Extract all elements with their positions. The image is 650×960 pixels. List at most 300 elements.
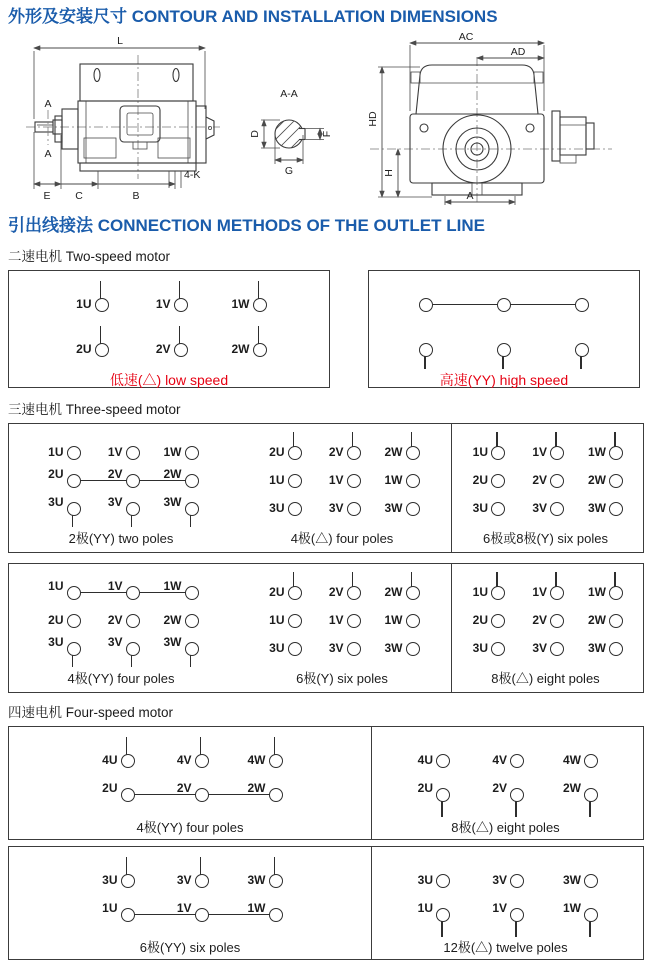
terminal xyxy=(324,613,361,628)
terminal-circle-icon xyxy=(288,474,302,488)
group-caption: 低速(△) low speed xyxy=(109,372,229,388)
dim-label-L: L xyxy=(117,35,123,47)
terminal-circle-icon xyxy=(121,788,135,802)
terminal xyxy=(575,342,589,357)
motor-end-view xyxy=(367,31,612,205)
terminal xyxy=(468,613,505,628)
three-speed-box2-col3 xyxy=(451,564,639,692)
terminal-circle-icon xyxy=(491,474,505,488)
four-speed-box1-col1 xyxy=(9,727,371,839)
terminal xyxy=(162,467,199,488)
terminal xyxy=(487,901,524,922)
terminal-label: 2W xyxy=(563,781,581,795)
terminal-circle-icon xyxy=(269,908,283,922)
high-speed-box xyxy=(368,270,640,388)
terminal-circle-icon xyxy=(126,446,140,460)
terminal xyxy=(527,445,564,460)
terminal-label: 2W xyxy=(247,781,266,795)
terminal-row xyxy=(413,753,598,768)
terminal-label: 3W xyxy=(163,635,182,649)
terminal-label: 1U xyxy=(48,579,64,593)
three-speed-box1-col3 xyxy=(451,424,639,552)
terminal xyxy=(44,579,81,600)
terminal-label: 2W xyxy=(163,467,182,481)
terminal-label: 3U xyxy=(48,495,64,509)
dim-label-AD: AD xyxy=(510,46,526,58)
terminal-label: 1U xyxy=(472,445,488,459)
terminal xyxy=(72,342,109,357)
terminal xyxy=(383,641,420,656)
terminal-label: 3W xyxy=(247,873,266,887)
terminal xyxy=(561,873,598,888)
terminal-circle-icon xyxy=(121,908,135,922)
terminal-label: 3W xyxy=(588,501,606,515)
terminal-label: 1V xyxy=(107,579,123,593)
terminal-circle-icon xyxy=(288,446,302,460)
terminal xyxy=(44,635,81,656)
terminal-label: 1V xyxy=(176,901,192,915)
terminal xyxy=(527,613,564,628)
terminal-circle-icon xyxy=(126,474,140,488)
terminal xyxy=(151,342,188,357)
section-title-four-speed: 四速电机 Four-speed motor xyxy=(8,705,174,720)
terminal-label: 2W xyxy=(163,613,182,627)
dim-label-D: D xyxy=(249,130,261,138)
terminal-label: 1W xyxy=(588,585,606,599)
terminal-circle-icon xyxy=(406,474,420,488)
terminal-circle-icon xyxy=(174,298,188,312)
terminal-circle-icon xyxy=(609,614,623,628)
terminal-circle-icon xyxy=(406,642,420,656)
terminal xyxy=(265,585,302,600)
terminal-circle-icon xyxy=(609,642,623,656)
terminal-circle-icon xyxy=(288,502,302,516)
terminal xyxy=(419,297,433,312)
terminal-circle-icon xyxy=(126,642,140,656)
terminal-circle-icon xyxy=(269,874,283,888)
terminal-label: 1U xyxy=(472,585,488,599)
terminal xyxy=(162,445,199,460)
terminal-circle-icon xyxy=(436,874,450,888)
terminal-circle-icon xyxy=(288,586,302,600)
terminal-label: 1U xyxy=(269,473,285,487)
terminal-circle-icon xyxy=(497,298,511,312)
terminal-circle-icon xyxy=(550,474,564,488)
terminal xyxy=(103,635,140,656)
terminal-circle-icon xyxy=(609,474,623,488)
dim-label-AC: AC xyxy=(458,31,474,43)
terminal xyxy=(383,473,420,488)
terminal-row xyxy=(468,641,623,656)
terminal-row xyxy=(44,579,199,600)
terminal-label: 2V xyxy=(155,342,171,356)
terminal-circle-icon xyxy=(126,586,140,600)
group-caption: 4极(YY) four poles xyxy=(67,671,175,686)
terminal-label: 2U xyxy=(472,613,488,627)
terminal xyxy=(103,445,140,460)
terminal-circle-icon xyxy=(584,788,598,802)
dim-label-H: H xyxy=(383,169,395,177)
terminal-circle-icon xyxy=(195,874,209,888)
terminal-label: 2U xyxy=(269,445,285,459)
terminal xyxy=(324,501,361,516)
terminal xyxy=(383,585,420,600)
terminal xyxy=(586,641,623,656)
terminal xyxy=(44,467,81,488)
terminal-row xyxy=(98,873,283,888)
terminal xyxy=(98,753,135,768)
terminal-row xyxy=(265,585,420,600)
terminal-label: 1U xyxy=(102,901,118,915)
section-mark-a-top: A xyxy=(44,98,52,110)
terminal xyxy=(527,585,564,600)
terminal-circle-icon xyxy=(253,343,267,357)
terminal xyxy=(324,641,361,656)
dim-label-HD: HD xyxy=(367,111,379,127)
terminal-circle-icon xyxy=(126,614,140,628)
terminal-row xyxy=(72,297,267,312)
terminal xyxy=(265,445,302,460)
terminal xyxy=(162,579,199,600)
terminal-circle-icon xyxy=(491,586,505,600)
group-4p-four-poles xyxy=(98,727,283,839)
terminal xyxy=(497,297,511,312)
terminal-circle-icon xyxy=(575,343,589,357)
terminal-label: 3V xyxy=(107,635,123,649)
terminal-label: 1W xyxy=(247,901,266,915)
terminal-label: 2W xyxy=(384,445,403,459)
terminal xyxy=(172,753,209,768)
terminal-label: 2V xyxy=(328,445,344,459)
terminal xyxy=(561,781,598,802)
group-caption: 6极(Y) six poles xyxy=(296,671,388,686)
four-speed-box-2 xyxy=(8,846,644,960)
terminal-label: 3V xyxy=(492,873,507,887)
terminal xyxy=(103,613,140,628)
group-two-poles xyxy=(44,424,199,552)
terminal-circle-icon xyxy=(550,446,564,460)
terminal xyxy=(413,781,450,802)
terminal-row xyxy=(468,501,623,516)
dim-label-G: G xyxy=(284,165,294,177)
terminal xyxy=(468,585,505,600)
terminal-label: 3V xyxy=(532,501,547,515)
terminal xyxy=(383,445,420,460)
terminal-circle-icon xyxy=(491,614,505,628)
terminal-label: 1W xyxy=(163,579,182,593)
terminal-row xyxy=(98,901,283,922)
terminal-row xyxy=(265,501,420,516)
terminal-label: 3V xyxy=(328,501,344,515)
terminal-circle-icon xyxy=(406,614,420,628)
terminal-label: 3V xyxy=(532,641,547,655)
group-caption: 6极(YY) six poles xyxy=(139,940,241,955)
terminal xyxy=(487,753,524,768)
dim-label-C: C xyxy=(75,190,83,202)
terminal-circle-icon xyxy=(550,586,564,600)
terminal xyxy=(265,613,302,628)
terminal xyxy=(468,641,505,656)
terminal-circle-icon xyxy=(584,874,598,888)
section-mark-a-bottom: A xyxy=(44,148,52,160)
terminal-label: 3W xyxy=(563,873,581,887)
three-speed-box-1 xyxy=(8,423,644,553)
terminal-circle-icon xyxy=(185,474,199,488)
group-caption: 高速(YY) high speed xyxy=(439,372,569,388)
terminal-label: 4W xyxy=(563,753,581,767)
four-speed-box1-col2 xyxy=(371,727,639,839)
group-caption: 12极(△) twelve poles xyxy=(443,940,568,955)
section-title-three-speed: 三速电机 Three-speed motor xyxy=(8,402,181,417)
terminal xyxy=(44,445,81,460)
terminal-label: 1V xyxy=(532,585,547,599)
terminal-circle-icon xyxy=(510,754,524,768)
terminal xyxy=(586,445,623,460)
terminal xyxy=(265,501,302,516)
group-6p-six-poles xyxy=(98,847,283,959)
group-six-poles-y xyxy=(468,424,623,552)
terminal-row xyxy=(265,445,420,460)
four-speed-box2-col2 xyxy=(371,847,639,959)
terminal-row xyxy=(98,753,283,768)
terminal-circle-icon xyxy=(95,298,109,312)
terminal xyxy=(44,495,81,516)
terminal-circle-icon xyxy=(185,642,199,656)
terminal-label: 1W xyxy=(563,901,581,915)
terminal-circle-icon xyxy=(584,908,598,922)
terminal xyxy=(487,873,524,888)
terminal-label: 2U xyxy=(472,473,488,487)
terminal-label: 2V xyxy=(492,781,507,795)
terminal-circle-icon xyxy=(347,474,361,488)
terminal xyxy=(527,641,564,656)
terminal-circle-icon xyxy=(609,502,623,516)
two-speed-section xyxy=(8,270,642,388)
terminal-circle-icon xyxy=(121,754,135,768)
terminal xyxy=(230,342,267,357)
terminal xyxy=(527,501,564,516)
terminal xyxy=(246,781,283,802)
three-speed-box2-col2 xyxy=(233,564,451,692)
three-speed-box1-col1 xyxy=(9,424,233,552)
terminal-circle-icon xyxy=(406,586,420,600)
terminal-label: 1V xyxy=(328,473,344,487)
terminal-label: 2U xyxy=(48,613,64,627)
dim-label-E: E xyxy=(43,190,51,202)
terminal-label: 3U xyxy=(417,873,433,887)
three-speed-box1-col2 xyxy=(233,424,451,552)
terminal-circle-icon xyxy=(550,614,564,628)
group-caption: 6极或8极(Y) six poles xyxy=(483,531,608,546)
terminal xyxy=(162,495,199,516)
terminal-circle-icon xyxy=(67,446,81,460)
terminal-circle-icon xyxy=(347,614,361,628)
terminal xyxy=(162,613,199,628)
terminal-circle-icon xyxy=(406,446,420,460)
terminal xyxy=(151,297,188,312)
terminal xyxy=(527,473,564,488)
terminal xyxy=(44,613,81,628)
terminal-label: 2V xyxy=(532,473,547,487)
terminal xyxy=(230,297,267,312)
terminal-circle-icon xyxy=(67,614,81,628)
terminal-row xyxy=(468,613,623,628)
terminal-circle-icon xyxy=(575,298,589,312)
four-speed-box-1 xyxy=(8,726,644,840)
terminal-row xyxy=(419,297,589,312)
terminal xyxy=(575,297,589,312)
terminal-circle-icon xyxy=(67,474,81,488)
terminal-circle-icon xyxy=(436,754,450,768)
terminal-circle-icon xyxy=(185,502,199,516)
group-six-poles xyxy=(265,564,420,692)
group-caption: 8极(△) eight poles xyxy=(491,671,600,686)
terminal xyxy=(162,635,199,656)
terminal xyxy=(468,473,505,488)
terminal-circle-icon xyxy=(195,788,209,802)
terminal xyxy=(98,873,135,888)
terminal-label: 3U xyxy=(269,641,285,655)
terminal-label: 2V xyxy=(107,613,123,627)
terminal-label: 2V xyxy=(176,781,192,795)
section-title-AA: A-A xyxy=(280,88,298,100)
group-eight-poles xyxy=(468,564,623,692)
terminal-label: 1W xyxy=(163,445,182,459)
terminal-circle-icon xyxy=(269,788,283,802)
terminal-circle-icon xyxy=(288,642,302,656)
shaft-section-view xyxy=(249,88,333,177)
terminal xyxy=(103,467,140,488)
terminal-circle-icon xyxy=(510,908,524,922)
terminal xyxy=(487,781,524,802)
terminal-label: 1W xyxy=(384,613,403,627)
terminal-circle-icon xyxy=(584,754,598,768)
dim-label-B: B xyxy=(132,190,140,202)
terminal xyxy=(383,613,420,628)
terminal-label: 4V xyxy=(176,753,192,767)
terminal-label: 4U xyxy=(102,753,118,767)
terminal-label: 3U xyxy=(472,501,488,515)
terminal-circle-icon xyxy=(67,586,81,600)
terminal-label: 1V xyxy=(107,445,123,459)
terminal xyxy=(98,781,135,802)
group-12p-twelve-poles xyxy=(413,847,598,959)
terminal xyxy=(586,473,623,488)
terminal-row xyxy=(419,342,589,357)
terminal-label: 2U xyxy=(269,585,285,599)
terminal-circle-icon xyxy=(95,343,109,357)
group-caption: 8极(△) eight poles xyxy=(451,820,560,835)
terminal xyxy=(103,495,140,516)
terminal-circle-icon xyxy=(491,502,505,516)
section-title-two-speed: 二速电机 Two-speed motor xyxy=(8,249,171,264)
three-speed-box-2 xyxy=(8,563,644,693)
terminal xyxy=(413,901,450,922)
terminal-circle-icon xyxy=(550,642,564,656)
terminal-circle-icon xyxy=(269,754,283,768)
terminal-label: 2W xyxy=(588,613,606,627)
terminal xyxy=(586,501,623,516)
terminal-label: 3V xyxy=(176,873,192,887)
terminal xyxy=(586,585,623,600)
terminal xyxy=(413,873,450,888)
terminal-label: 3U xyxy=(48,635,64,649)
terminal-circle-icon xyxy=(510,874,524,888)
terminal-label: 2U xyxy=(76,342,92,356)
terminal-circle-icon xyxy=(510,788,524,802)
terminal xyxy=(561,753,598,768)
terminal-label: 3W xyxy=(384,501,403,515)
terminal-row xyxy=(44,467,199,488)
terminal-label: 1V xyxy=(532,445,547,459)
terminal xyxy=(419,342,433,357)
high-speed-group xyxy=(369,271,639,390)
terminal xyxy=(103,579,140,600)
terminal xyxy=(468,501,505,516)
terminal-circle-icon xyxy=(491,446,505,460)
terminal-label: 2V xyxy=(532,613,547,627)
terminal-circle-icon xyxy=(195,754,209,768)
terminal-circle-icon xyxy=(347,446,361,460)
terminal-label: 2W xyxy=(588,473,606,487)
terminal-label: 4V xyxy=(492,753,507,767)
dimension-drawings-figure xyxy=(8,31,642,207)
terminal-label: 1W xyxy=(384,473,403,487)
terminal-label: 1U xyxy=(48,445,64,459)
terminal-row xyxy=(265,641,420,656)
terminal xyxy=(586,613,623,628)
group-caption: 4极(△) four poles xyxy=(290,531,394,546)
terminal xyxy=(172,873,209,888)
terminal-label: 2U xyxy=(48,467,64,481)
low-speed-group xyxy=(9,271,329,390)
dim-label-4K: 4-K xyxy=(184,169,201,181)
terminal-label: 1W xyxy=(588,445,606,459)
terminal-row xyxy=(265,613,420,628)
terminal-circle-icon xyxy=(419,298,433,312)
terminal xyxy=(72,297,109,312)
terminal-circle-icon xyxy=(253,298,267,312)
terminal-circle-icon xyxy=(121,874,135,888)
terminal-label: 2V xyxy=(107,467,123,481)
terminal xyxy=(413,753,450,768)
motor-side-view xyxy=(26,35,220,202)
terminal xyxy=(324,585,361,600)
terminal xyxy=(561,901,598,922)
terminal-row xyxy=(413,873,598,888)
terminal-row xyxy=(468,445,623,460)
terminal-circle-icon xyxy=(185,614,199,628)
group-four-poles-yy xyxy=(44,564,199,692)
page-title-dimensions: 外形及安装尺寸 CONTOUR AND INSTALLATION DIMENSIONS xyxy=(8,7,498,26)
terminal-label: 2V xyxy=(328,585,344,599)
terminal-label: 4W xyxy=(247,753,266,767)
terminal-label: 1V xyxy=(328,613,344,627)
terminal xyxy=(98,901,135,922)
terminal-circle-icon xyxy=(609,586,623,600)
terminal-label: 2W xyxy=(231,342,250,356)
terminal-circle-icon xyxy=(347,586,361,600)
group-four-poles-delta xyxy=(265,424,420,552)
terminal-circle-icon xyxy=(436,788,450,802)
terminal-circle-icon xyxy=(497,343,511,357)
terminal-label: 3V xyxy=(328,641,344,655)
terminal-circle-icon xyxy=(609,446,623,460)
terminal xyxy=(468,445,505,460)
terminal xyxy=(324,473,361,488)
terminal-label: 1W xyxy=(231,297,250,311)
four-speed-box2-col1 xyxy=(9,847,371,959)
